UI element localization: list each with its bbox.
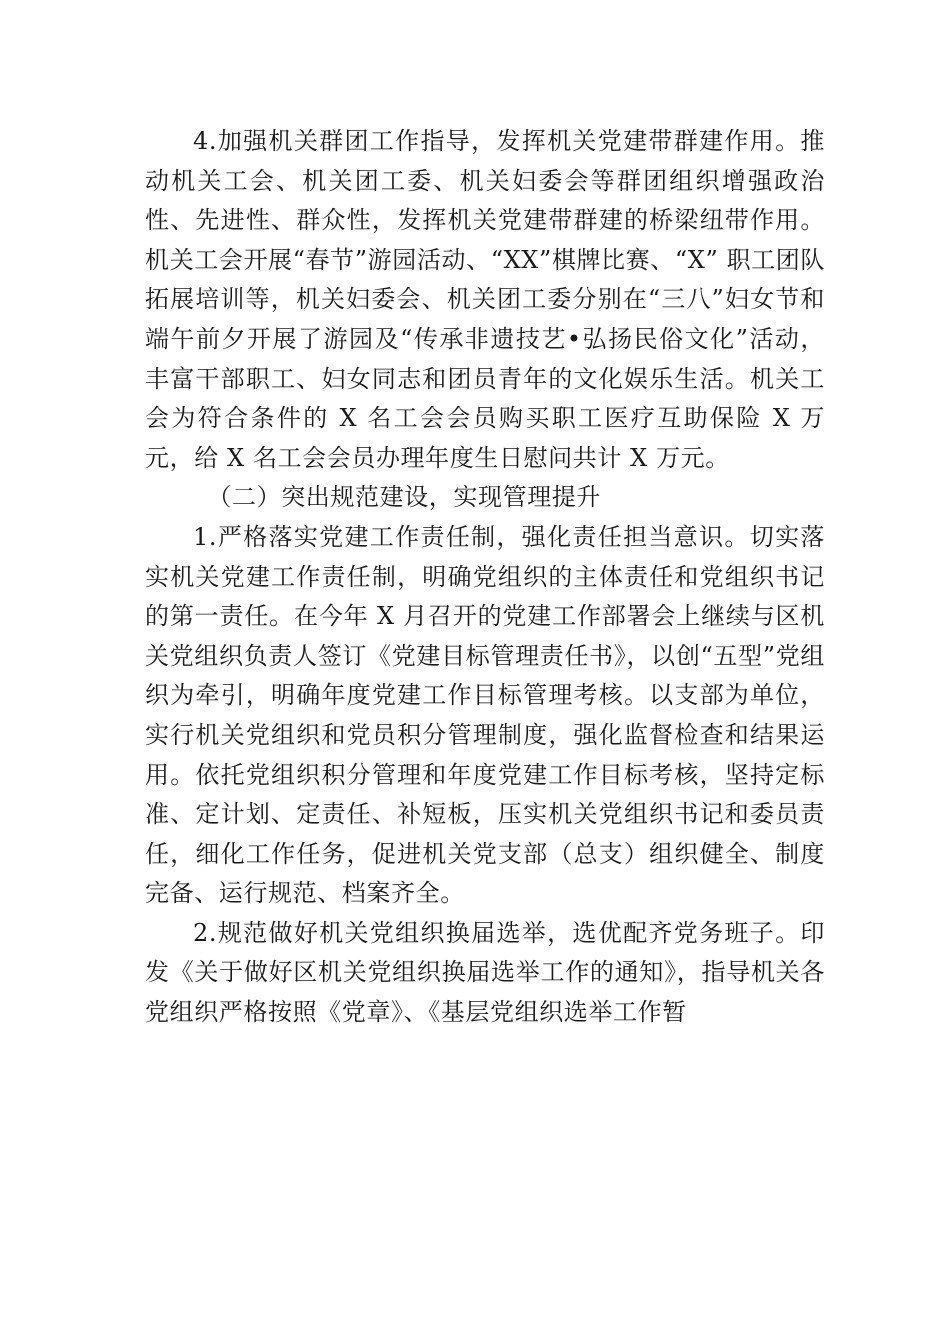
paragraph-mass-organizations: 4.加强机关群团工作指导，发挥机关党建带群建作用。推动机关工会、机关团工委、机关妇委会等群团组织增强政治性、先进性、群众性，发挥机关党建带群建的桥梁纽带作用。机关工会开展“春节”游园活动、“XX”棋牌比赛、“X” 职工团队拓展培训等，机关妇委会、机关团工委分别在“三八”妇女节和端午前夕开展了游园及“传承非遗技艺•弘扬民俗文化”活动，丰富干部职工、妇女同志和团员青年的文化娱乐生活。机关工会为符合条件的 X 名工会会员购买职工医疗互助保险 X 万元，给 X 名工会会员办理年度生日慰问共计 X 万元。 — [145, 127, 825, 472]
paragraph-responsibility-system: 1.严格落实党建工作责任制，强化责任担当意识。切实落实机关党建工作责任制，明确党组织的主体责任和党组织书记的第一责任。在今年 X 月召开的党建工作部署会上继续与区机关党组织负责人签订《党建目标管理责任书》，以创“五型”党组织为牵引，明确年度党建工作目标管理考核。以支部为单位，实行机关党组织和党员积分管理制度，强化监督检查和结果运用。依托党组织积分管理和年度党建工作目标考核，坚持定标准、定计划、定责任、补短板，压实机关党组织书记和委员责任，细化工作任务，促进机关党支部（总支）组织健全、制度完备、运行规范、档案齐全。 — [145, 522, 825, 908]
paragraph-election: 2.规范做好机关党组织换届选举，选优配齐党务班子。印发《关于做好区机关党组织换届选举工作的通知》，指导机关各党组织严格按照《党章》、《基层党组织选举工作暂 — [145, 918, 825, 1027]
section-heading-standardization: （二）突出规范建设，实现管理提升 — [207, 483, 601, 512]
document-body — [145, 122, 825, 1033]
